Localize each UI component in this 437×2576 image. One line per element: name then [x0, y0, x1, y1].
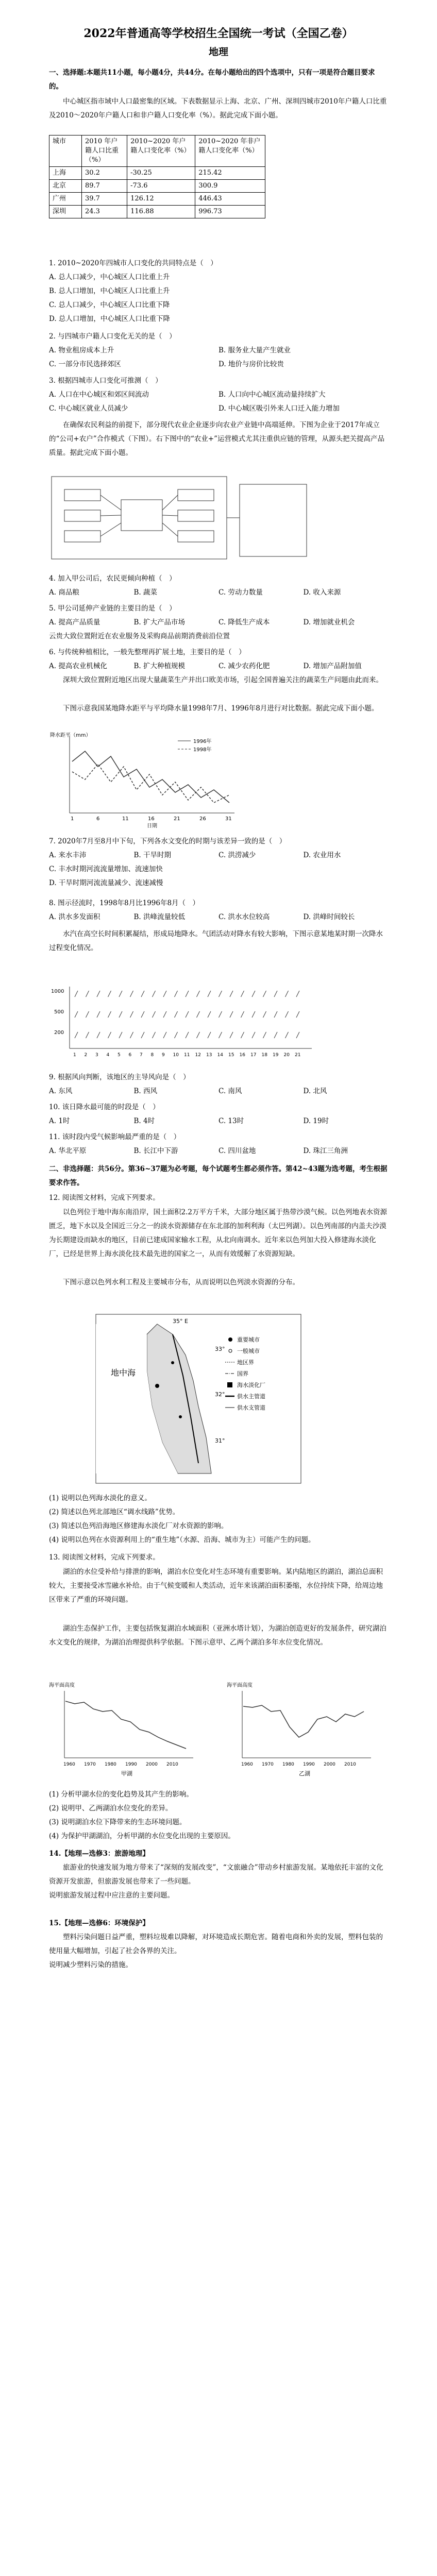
x-tick: 1980 [282, 1762, 294, 1767]
table-cell: 深圳 [49, 206, 82, 218]
question-stem: 4. 加入甲公司后，农民更倾向种植（ ） [49, 574, 176, 583]
x-tick: 12 [195, 1053, 201, 1058]
option: A. 人口在中心城区和郊区间流动 [49, 391, 149, 399]
question-stem: 3. 根据四城市人口变化可推测（ ） [49, 377, 162, 385]
option-line: D. 干旱时期河流流量减少、流速减慢 [49, 879, 163, 887]
wind-barb [97, 1032, 100, 1038]
legend-city-icon [229, 1349, 232, 1352]
diagram-box [178, 489, 214, 501]
question-8 [49, 896, 388, 924]
x-tick: 3 [95, 1053, 98, 1058]
option: B. 人口向中心城区流动量持续扩大 [218, 391, 326, 399]
x-tick: 19 [273, 1053, 279, 1058]
x-tick: 9 [162, 1053, 165, 1058]
lake-chart-a [49, 1681, 198, 1778]
wind-barb [141, 1032, 144, 1038]
question-15 [49, 1917, 388, 1972]
option: A. 物业租房成本上升 [49, 346, 114, 354]
subquestion: (3) 说明湖泊水位下降带来的生态环境问题。 [49, 1818, 187, 1826]
x-tick: 2010 [344, 1762, 356, 1767]
option: D. 收入来源 [303, 588, 341, 597]
option: D. 总人口增加，中心城区人口比重下降 [49, 315, 170, 323]
subquestion: (2) 说明甲、乙两湖泊水位变化的差异。 [49, 1804, 173, 1812]
x-tick: 1980 [105, 1762, 116, 1767]
option: B. 长江中下游 [133, 1147, 178, 1155]
x-tick: 1960 [241, 1762, 253, 1767]
map-legend [225, 1336, 265, 1411]
legend-item: 地区界 [237, 1359, 254, 1366]
wind-barb [86, 1011, 89, 1018]
question-stem: 6. 与传统种植相比，一般先整理再扩展土地，主要目的是（ ） [49, 648, 246, 656]
wind-barb [274, 1011, 277, 1018]
intro-4: 水汽在高空长时间积累凝结，形成局地降水。气团活动对降水有较大影响，下图示意某地某时期一次降水过程变化情况。 [49, 930, 383, 952]
map-city [171, 1361, 174, 1364]
wind-barb [141, 1011, 144, 1018]
option: A. 洪水多发面积 [49, 913, 100, 921]
x-tick: 1960 [63, 1762, 75, 1767]
question-6 [49, 646, 388, 687]
table-cell: 上海 [49, 167, 82, 180]
x-tick: 2010 [166, 1762, 178, 1767]
wind-barb [208, 1011, 211, 1018]
wind-barb [285, 1011, 289, 1018]
x-tick: 2000 [324, 1762, 335, 1767]
diagram-side-panel [240, 484, 307, 556]
wind-barb [219, 991, 222, 997]
option: C. 降低生产成本 [218, 618, 270, 626]
x-tick: 1990 [125, 1762, 137, 1767]
wind-barb [153, 991, 156, 997]
diagram-frame [52, 477, 227, 559]
wind-barb [108, 991, 111, 997]
wind-barb [219, 1032, 222, 1038]
x-tick: 8 [150, 1053, 154, 1058]
diagram-arrow [162, 515, 178, 516]
question-4 [49, 572, 388, 600]
option: D. 增加就业机会 [303, 618, 355, 626]
chart-caption: 乙湖 [299, 1770, 310, 1777]
table-cell: 30.2 [82, 167, 127, 180]
table-cell: 89.7 [82, 180, 127, 193]
option: B. 服务业大量产生就业 [218, 346, 291, 354]
chart-series-1998 [72, 764, 229, 803]
wind-barb [75, 1032, 78, 1038]
question-11 [49, 1130, 388, 1158]
material-p4: 湖泊生态保护工作，主要包括恢复湖泊水域面积（亚洲水塔计划），为湖泊创造更好的发展条件，研究湖泊水文变化的规律，为湖泊治理提供科学依据。下图示意甲、乙两个湖泊多年水位变化情况。 [49, 1624, 386, 1647]
wind-chart [49, 981, 317, 1064]
question-12-stem: 12. 阅读图文材料，完成下列要求。 [49, 1194, 160, 1202]
question-9 [49, 1071, 388, 1098]
wind-barb [296, 1032, 299, 1038]
section2-heading: 二、非选择题：共56分。第36~37题为必考题，每个试题考生都必须作答。第42~43题为选考题，考生根据要求作答。 [49, 1165, 388, 1187]
wind-barbs [75, 991, 299, 1038]
wind-barb [241, 1032, 244, 1038]
option: A. 来水丰沛 [49, 851, 87, 859]
question-stem: 11. 该时段内受气候影响最严重的是（ ） [49, 1133, 181, 1141]
question-stem: 15.【地理—选修6：环境保护】 [49, 1919, 149, 1927]
table-header-row [49, 135, 265, 167]
wind-barb [130, 1011, 133, 1018]
chart-caption: 甲湖 [121, 1770, 132, 1777]
x-tick: 7 [140, 1053, 143, 1058]
wind-barb [296, 991, 299, 997]
chart-y-label: 海平面高度 [49, 1683, 75, 1688]
diagram-arrow [100, 515, 121, 516]
material-p1: 以色列位于地中海东南沿岸，国土面积2.2万平方千米，大部分地区属于热带沙漠气候。以色列地表水资源匮乏，地下水以及全国近三分之一的淡水资源储存在东北部的加利利海（太巴列湖）。以色列南部的内盖夫沙漠为长期建设而缺水的地区，目前已建成国家输水工程，从北向南调水。近年来以色列加大投入修建海水淡化厂，已经是世界上海水淡化技术最先进的国家之一，从而有效缓解了水资源短缺。 [49, 1208, 387, 1258]
table-cell: 116.88 [127, 206, 195, 218]
question-stem: 10. 该日降水最可能的时段是（ ） [49, 1103, 160, 1111]
option: A. 提高农业机械化 [49, 662, 107, 670]
wind-barb [108, 1032, 111, 1038]
wind-barb [230, 991, 233, 997]
wind-barb [263, 991, 266, 997]
table-header-cell: 2010~2020 年户籍人口变化率（%） [127, 135, 195, 167]
subquestion: 说明减少塑料污染的措施。 [49, 1961, 132, 1969]
x-tick: 16 [148, 816, 155, 822]
option: C. 四川盆地 [218, 1147, 256, 1155]
table-cell: 39.7 [82, 193, 127, 206]
question-stem: 9. 根据风向判断，该地区的主导风向是（ ） [49, 1073, 190, 1081]
option: D. 增加产品附加值 [303, 662, 362, 670]
question-stem: 14.【地理—选修3：旅游地理】 [49, 1850, 149, 1858]
legend-item: 国界 [237, 1370, 248, 1377]
map-lat-label: 32° [215, 1391, 225, 1398]
legend-item: 供水主管道 [237, 1393, 265, 1400]
exam-subject: 地理 [208, 46, 228, 58]
option: D. 地价与房价比较贵 [218, 360, 284, 368]
wind-barb [153, 1032, 156, 1038]
map-city [179, 1415, 182, 1418]
legend-plant-icon [227, 1382, 232, 1387]
question-2 [49, 330, 388, 371]
x-tick: 1970 [262, 1762, 274, 1767]
wind-barb [263, 1032, 266, 1038]
question-stem: 2. 与四城市户籍人口变化无关的是（ ） [49, 332, 176, 341]
y-tick: 500 [54, 1009, 64, 1015]
table-row [49, 167, 265, 180]
x-tick: 31 [225, 816, 232, 822]
question-13-stem: 13. 阅读图文材料，完成下列要求。 [49, 1553, 160, 1562]
question-10 [49, 1100, 388, 1128]
question-note: 深圳大致位置附近地区出现大量蔬菜生产并出口欧美市场，引起全国普遍关注的蔬菜生产问题由此而来。 [63, 676, 383, 684]
wind-barb [163, 1011, 166, 1018]
table-cell: 300.9 [195, 180, 265, 193]
x-tick: 13 [206, 1053, 212, 1058]
question-13-parts [49, 1788, 388, 1843]
material-p5: 旅游业的快速发展为地方带来了“深刻的发展改变”，“文旅融合”带动乡村旅游发展。某地依托丰富的文化资源开发旅游，但旅游发展也带来了一些问题。 [49, 1863, 383, 1886]
wind-barb [197, 991, 200, 997]
option-line: C. 丰水时期河流流量增加、流速加快 [49, 865, 163, 873]
wind-barb [285, 1032, 289, 1038]
x-tick: 1970 [84, 1762, 96, 1767]
wind-barb [274, 1032, 277, 1038]
diagram-arrow [162, 495, 178, 510]
wind-barb [175, 991, 178, 997]
material-p3: 湖泊的水位受补给与排泄的影响，湖泊水位变化对生态环境有重要影响。某内陆地区的湖泊，湖泊总面积较大，主要接受冰雪融水补给。由于气候变暖和人类活动，近年来该湖泊面积萎缩，水位持续下降，给周边地区带来了严重的环境问题。 [49, 1568, 383, 1604]
chart-y-label: 降水距平（mm） [50, 733, 91, 738]
y-tick: 200 [54, 1030, 64, 1036]
agri-flow-diagram [49, 474, 317, 567]
table-cell: -30.25 [127, 167, 195, 180]
map-lat-label: 33° [215, 1346, 225, 1352]
x-tick: 20 [283, 1053, 290, 1058]
intro-2: 在确保农民利益的前提下，部分现代农业企业逐步向农业产业链中高端延伸。下图为企业于2017年成立的“公司+农户”合作模式（下图）。右下图中的“农业+”运营模式尤其注重供应链的管理，从源头把关提高产品质量。据此完成下面小题。 [49, 421, 384, 457]
option: A. 提高产品质量 [49, 618, 100, 626]
x-tick: 5 [117, 1053, 121, 1058]
x-tick: 2000 [146, 1762, 158, 1767]
question-14 [49, 1847, 388, 1903]
section1-intro: 中心城区指市域中人口最密集的区域。下表数据显示上海、北京、广州、深圳四城市2010年户籍人口比重及2010～2020年户籍人口和非户籍人口变化率（%）。据此完成下面小题。 [49, 97, 387, 120]
option: C. 洪水水位较高 [218, 913, 270, 921]
question-stem: 8. 图示径流时，1998年8月比1996年8月（ ） [49, 899, 200, 907]
wind-barb [208, 991, 211, 997]
option: C. 中心城区就业人员减少 [49, 404, 128, 413]
option: C. 一部分市民选择郊区 [49, 360, 121, 368]
legend-item: 重要城市 [237, 1336, 260, 1343]
x-tick: 26 [199, 816, 206, 822]
wind-barb [97, 1011, 100, 1018]
diagram-box [178, 510, 214, 521]
diagram-box [121, 500, 162, 531]
legend-item: 一般城市 [237, 1348, 260, 1354]
material-p6: 塑料污染问题日益严重，塑料垃圾难以降解，对环境造成长期危害。随着电商和外卖的发展，塑料包装的使用量大幅增加，引起了社会各界的关注。 [49, 1933, 383, 1955]
wind-barb [252, 1032, 255, 1038]
wind-barb [153, 1011, 156, 1018]
wind-barb [141, 991, 144, 997]
option: A. 商品粮 [49, 588, 79, 597]
wind-barb [197, 1032, 200, 1038]
diagram-box [178, 531, 214, 542]
table-row [49, 180, 265, 193]
question-note: 云贵大致位置附近在农业服务及采购商品前期消费前沿位置 [49, 632, 230, 640]
question-7 [49, 835, 388, 890]
wind-barb [86, 1032, 89, 1038]
diagram-box [64, 510, 100, 521]
wind-barb [75, 991, 78, 997]
chart-y-label: 海平面高度 [227, 1683, 253, 1688]
wind-x-ticks [73, 1053, 300, 1058]
option: B. 总人口增加，中心城区人口比重上升 [49, 287, 170, 295]
x-tick: 1990 [303, 1762, 315, 1767]
diagram-arrow [100, 523, 121, 536]
wind-barb [241, 991, 244, 997]
table-row [49, 193, 265, 206]
wind-barb [230, 1032, 233, 1038]
diagram-arrow [162, 523, 178, 536]
wind-barb [75, 1011, 78, 1018]
x-tick: 10 [173, 1053, 179, 1058]
wind-barb [130, 1032, 133, 1038]
table-cell: 24.3 [82, 206, 127, 218]
x-tick: 18 [261, 1053, 267, 1058]
chart-x-label: 日期 [147, 823, 157, 828]
legend-item: 供水支管道 [237, 1404, 265, 1411]
wind-barb [186, 1032, 189, 1038]
map-lat-label: 31° [215, 1437, 225, 1444]
option: C. 13时 [218, 1117, 244, 1125]
wind-barb [219, 1011, 222, 1018]
option: B. 4时 [133, 1117, 155, 1125]
table-cell: 215.42 [195, 167, 265, 180]
option: C. 洪涝减少 [218, 851, 256, 859]
israel-map [95, 1314, 301, 1484]
diagram-box [64, 531, 100, 542]
subquestion: (1) 说明以色列海水淡化的意义。 [49, 1494, 152, 1502]
x-tick: 6 [96, 816, 100, 822]
wind-barb [119, 1032, 122, 1038]
subquestion: 说明旅游发展过程中应注意的主要问题。 [49, 1891, 174, 1900]
wind-barb [208, 1032, 211, 1038]
option: D. 19时 [303, 1117, 329, 1125]
x-tick: 2 [84, 1053, 88, 1058]
diagram-arrow [100, 495, 121, 510]
lake-chart-b [227, 1681, 376, 1778]
subquestion: (3) 简述以色列沿海地区修建海水淡化厂对水资源的影响。 [49, 1522, 228, 1530]
option: B. 干旱时期 [133, 851, 172, 859]
option: B. 扩大种植规模 [133, 662, 186, 670]
x-tick: 11 [184, 1053, 190, 1058]
wind-barb [86, 991, 89, 997]
x-tick: 1 [73, 1053, 76, 1058]
table-row [49, 206, 265, 218]
legend-1998: 1998年 [193, 747, 212, 753]
y-tick: 1000 [51, 989, 64, 994]
map-lng-label: 35° E [173, 1318, 188, 1325]
subquestion: (2) 简述以色列北部地区“调水线路”优势。 [49, 1508, 180, 1516]
wind-barb [130, 991, 133, 997]
option: D. 洪峰时间较长 [303, 913, 355, 921]
wind-barb [163, 991, 166, 997]
wind-barb [263, 1011, 266, 1018]
option: D. 中心城区吸引外来人口迁入能力增加 [218, 404, 340, 413]
wind-barb [186, 1011, 189, 1018]
question-stem: 7. 2020年7月至8月中下旬，下列各水文变化的时期与该差异一致的是（ ） [49, 837, 287, 845]
table-cell: 996.73 [195, 206, 265, 218]
wind-barb [175, 1011, 178, 1018]
x-tick: 17 [250, 1053, 257, 1058]
wind-barb [252, 1011, 255, 1018]
subquestion: (1) 分析甲湖水位的变化趋势及其产生的影响。 [49, 1790, 193, 1799]
wind-barb [197, 1011, 200, 1018]
wind-barb [186, 991, 189, 997]
legend-1996: 1996年 [193, 739, 212, 744]
wind-barb [241, 1011, 244, 1018]
option: B. 蔬菜 [133, 588, 158, 597]
option: A. 东风 [49, 1087, 73, 1095]
subquestion: (4) 说明以色列在水资源利用上的“重生地”（水源、沿海、城市为主）可能产生的问题。 [49, 1536, 315, 1544]
wind-barb [230, 1011, 233, 1018]
exam-title: 2022年普通高等学校招生全国统一考试（全国乙卷） [83, 27, 354, 40]
x-tick: 15 [228, 1053, 234, 1058]
option: B. 西风 [133, 1087, 158, 1095]
wind-barb [296, 1011, 299, 1018]
wind-barb [285, 991, 289, 997]
wind-barb [97, 991, 100, 997]
material-p2: 下图示意以色列水利工程及主要城市分布，从而说明以色列淡水资源的分布。 [63, 1278, 299, 1286]
section1-heading: 一、选择题:本题共11小题，每小题4分，共44分。在每小题给出的四个选项中，只有一项是符合题目要求的。 [49, 69, 375, 91]
option: D. 农业用水 [303, 851, 341, 859]
wind-barb [252, 991, 255, 997]
precip-chart [49, 731, 245, 828]
option: A. 总人口减少，中心城区人口比重上升 [49, 273, 170, 281]
option: C. 减少农药化肥 [218, 662, 270, 670]
option: B. 洪峰流量较低 [133, 913, 186, 921]
question-3 [49, 374, 388, 416]
x-tick: 16 [239, 1053, 245, 1058]
x-tick: 21 [174, 816, 180, 822]
x-tick: 4 [106, 1053, 110, 1058]
subquestion: (4) 为保护甲湖湖泊，分析甲湖的水位变化出现的主要原因。 [49, 1832, 235, 1840]
legend-major-city-icon [228, 1337, 232, 1342]
question-1 [49, 257, 388, 326]
wind-barb [108, 1011, 111, 1018]
table-header-cell: 2010~2020 年非户籍人口变化率（%） [195, 135, 265, 167]
option: C. 劳动力数量 [218, 588, 263, 597]
lake-b-line [243, 1705, 364, 1737]
map-city [155, 1384, 159, 1388]
table-cell: 北京 [49, 180, 82, 193]
wind-barb [175, 1032, 178, 1038]
x-tick: 14 [217, 1053, 223, 1058]
x-tick: 11 [122, 816, 129, 822]
option: A. 1时 [49, 1117, 70, 1125]
question-12-parts [49, 1492, 388, 1547]
intro-3: 下图示意我国某地降水距平与平均降水量1998年7月、1996年8月进行对比数据。据此完成下面小题。 [63, 704, 379, 713]
question-stem: 5. 甲公司延伸产业链的主要目的是（ ） [49, 604, 176, 613]
option: D. 北风 [303, 1087, 327, 1095]
x-tick: 21 [295, 1053, 301, 1058]
option: C. 总人口减少，中心城区人口比重下降 [49, 301, 170, 309]
diagram-box [64, 489, 100, 501]
question-5 [49, 602, 388, 643]
option: B. 扩大产品市场 [133, 618, 186, 626]
x-tick: 1 [71, 816, 74, 822]
population-table [49, 135, 265, 218]
table-cell: 126.12 [127, 193, 195, 206]
lake-a-line [65, 1701, 186, 1749]
table-cell: 446.43 [195, 193, 265, 206]
map-sea-label: 地中海 [111, 1368, 136, 1378]
table-header-cell: 2010 年户籍人口比重（%） [82, 135, 127, 167]
legend-item: 海水淡化厂 [237, 1382, 265, 1388]
x-tick: 6 [128, 1053, 132, 1058]
wind-barb [119, 1011, 122, 1018]
option: D. 珠江三角洲 [303, 1147, 348, 1155]
option: C. 南风 [218, 1087, 242, 1095]
wind-barb [274, 991, 277, 997]
wind-barb [163, 1032, 166, 1038]
option: A. 华北平原 [49, 1147, 87, 1155]
wind-barb [119, 991, 122, 997]
question-stem: 1. 2010~2020年四城市人口变化的共同特点是（ ） [49, 259, 217, 267]
table-cell: 广州 [49, 193, 82, 206]
table-header-cell: 城市 [49, 135, 82, 167]
table-cell: -73.6 [127, 180, 195, 193]
